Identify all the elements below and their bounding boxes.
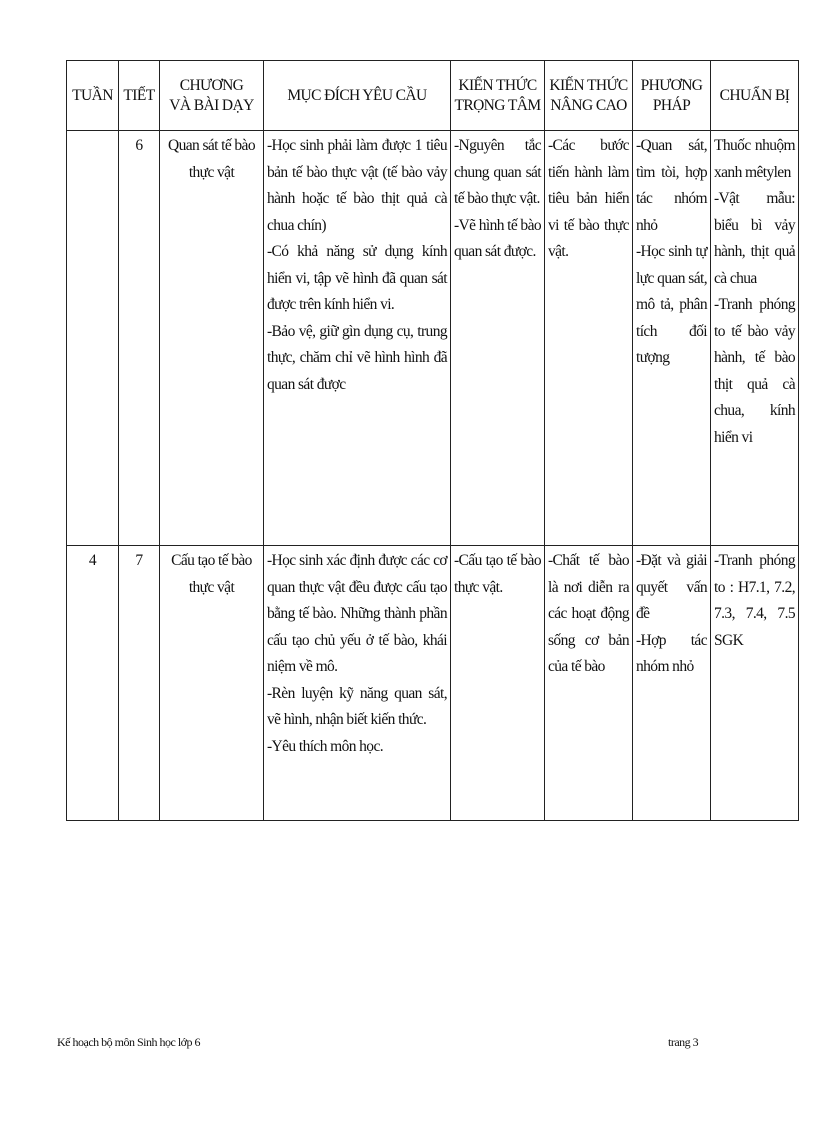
header-nang-cao: KIẾN THỨC NÂNG CAO xyxy=(545,61,633,131)
header-tiet: TIẾT xyxy=(119,61,160,131)
header-tuan: TUẦN xyxy=(67,61,119,131)
cell-tuan: 4 xyxy=(67,546,119,821)
cell-muc-dich: -Học sinh xác định được các cơ quan thực vật đều được cấu tạo bằng tế bào. Những thành phần cấu tạo chủ yếu ở tế bào, khái niệm về mô. -Rèn luyện kỹ năng quan sát, vẽ hình, nhận biết kiến thức. -Yêu thích môn học. xyxy=(264,546,451,821)
cell-bai-day: Cấu tạo tế bào thực vật xyxy=(160,546,264,821)
cell-phuong-phap: -Quan sát, tìm tòi, hợp tác nhóm nhỏ -Học sinh tự lực quan sát, mô tả, phân tích đối tượng xyxy=(633,131,711,546)
cell-nang-cao: -Các bước tiến hành làm tiêu bản hiển vi tế bào thực vật. xyxy=(545,131,633,546)
cell-chuan-bi: -Tranh phóng to : H7.1, 7.2, 7.3, 7.4, 7.5 SGK xyxy=(711,546,799,821)
table-row xyxy=(67,546,799,821)
header-muc-dich: MỤC ĐÍCH YÊU CẦU xyxy=(264,61,451,131)
header-chuan-bi: CHUẨN BỊ xyxy=(711,61,799,131)
footer-document-title: Kế hoạch bộ môn Sinh học lớp 6 xyxy=(57,1035,200,1049)
cell-tiet: 6 xyxy=(119,131,160,546)
cell-phuong-phap: -Đặt và giải quyết vấn đề -Hợp tác nhóm nhỏ xyxy=(633,546,711,821)
cell-nang-cao: -Chất tế bào là nơi diễn ra các hoạt động sống cơ bản của tế bào xyxy=(545,546,633,821)
header-trong-tam: KIẾN THỨC TRỌNG TÂM xyxy=(451,61,545,131)
header-row xyxy=(67,61,799,131)
table-row xyxy=(67,131,799,546)
cell-muc-dich: -Học sinh phải làm được 1 tiêu bản tế bào thực vật (tế bào vảy hành hoặc tế bào thịt quả cà chua chín) -Có khả năng sử dụng kính hiển vi, tập vẽ hình đã quan sát được trên kính hiển vi. -Bảo vệ, giữ gìn dụng cụ, trung thực, chăm chỉ vẽ hình hình đã quan sát được xyxy=(264,131,451,546)
header-chuong: CHƯƠNG VÀ BÀI DẠY xyxy=(160,61,264,131)
footer-page-number: trang 3 xyxy=(668,1035,699,1049)
cell-bai-day: Quan sát tế bào thực vật xyxy=(160,131,264,546)
lesson-plan-table xyxy=(66,60,799,821)
cell-trong-tam: -Cấu tạo tế bào thực vật. xyxy=(451,546,545,821)
cell-chuan-bi: Thuốc nhuộm xanh mêtylen -Vật mẫu: biểu bì vảy hành, thịt quả cà chua -Tranh phóng to tế bào vảy hành, tế bào thịt quả cà chua, kính hiển vi xyxy=(711,131,799,546)
cell-trong-tam: -Nguyên tắc chung quan sát tế bào thực vật. -Vẽ hình tế bào quan sát được. xyxy=(451,131,545,546)
cell-tuan xyxy=(67,131,119,546)
cell-tiet: 7 xyxy=(119,546,160,821)
header-phuong-phap: PHƯƠNG PHÁP xyxy=(633,61,711,131)
